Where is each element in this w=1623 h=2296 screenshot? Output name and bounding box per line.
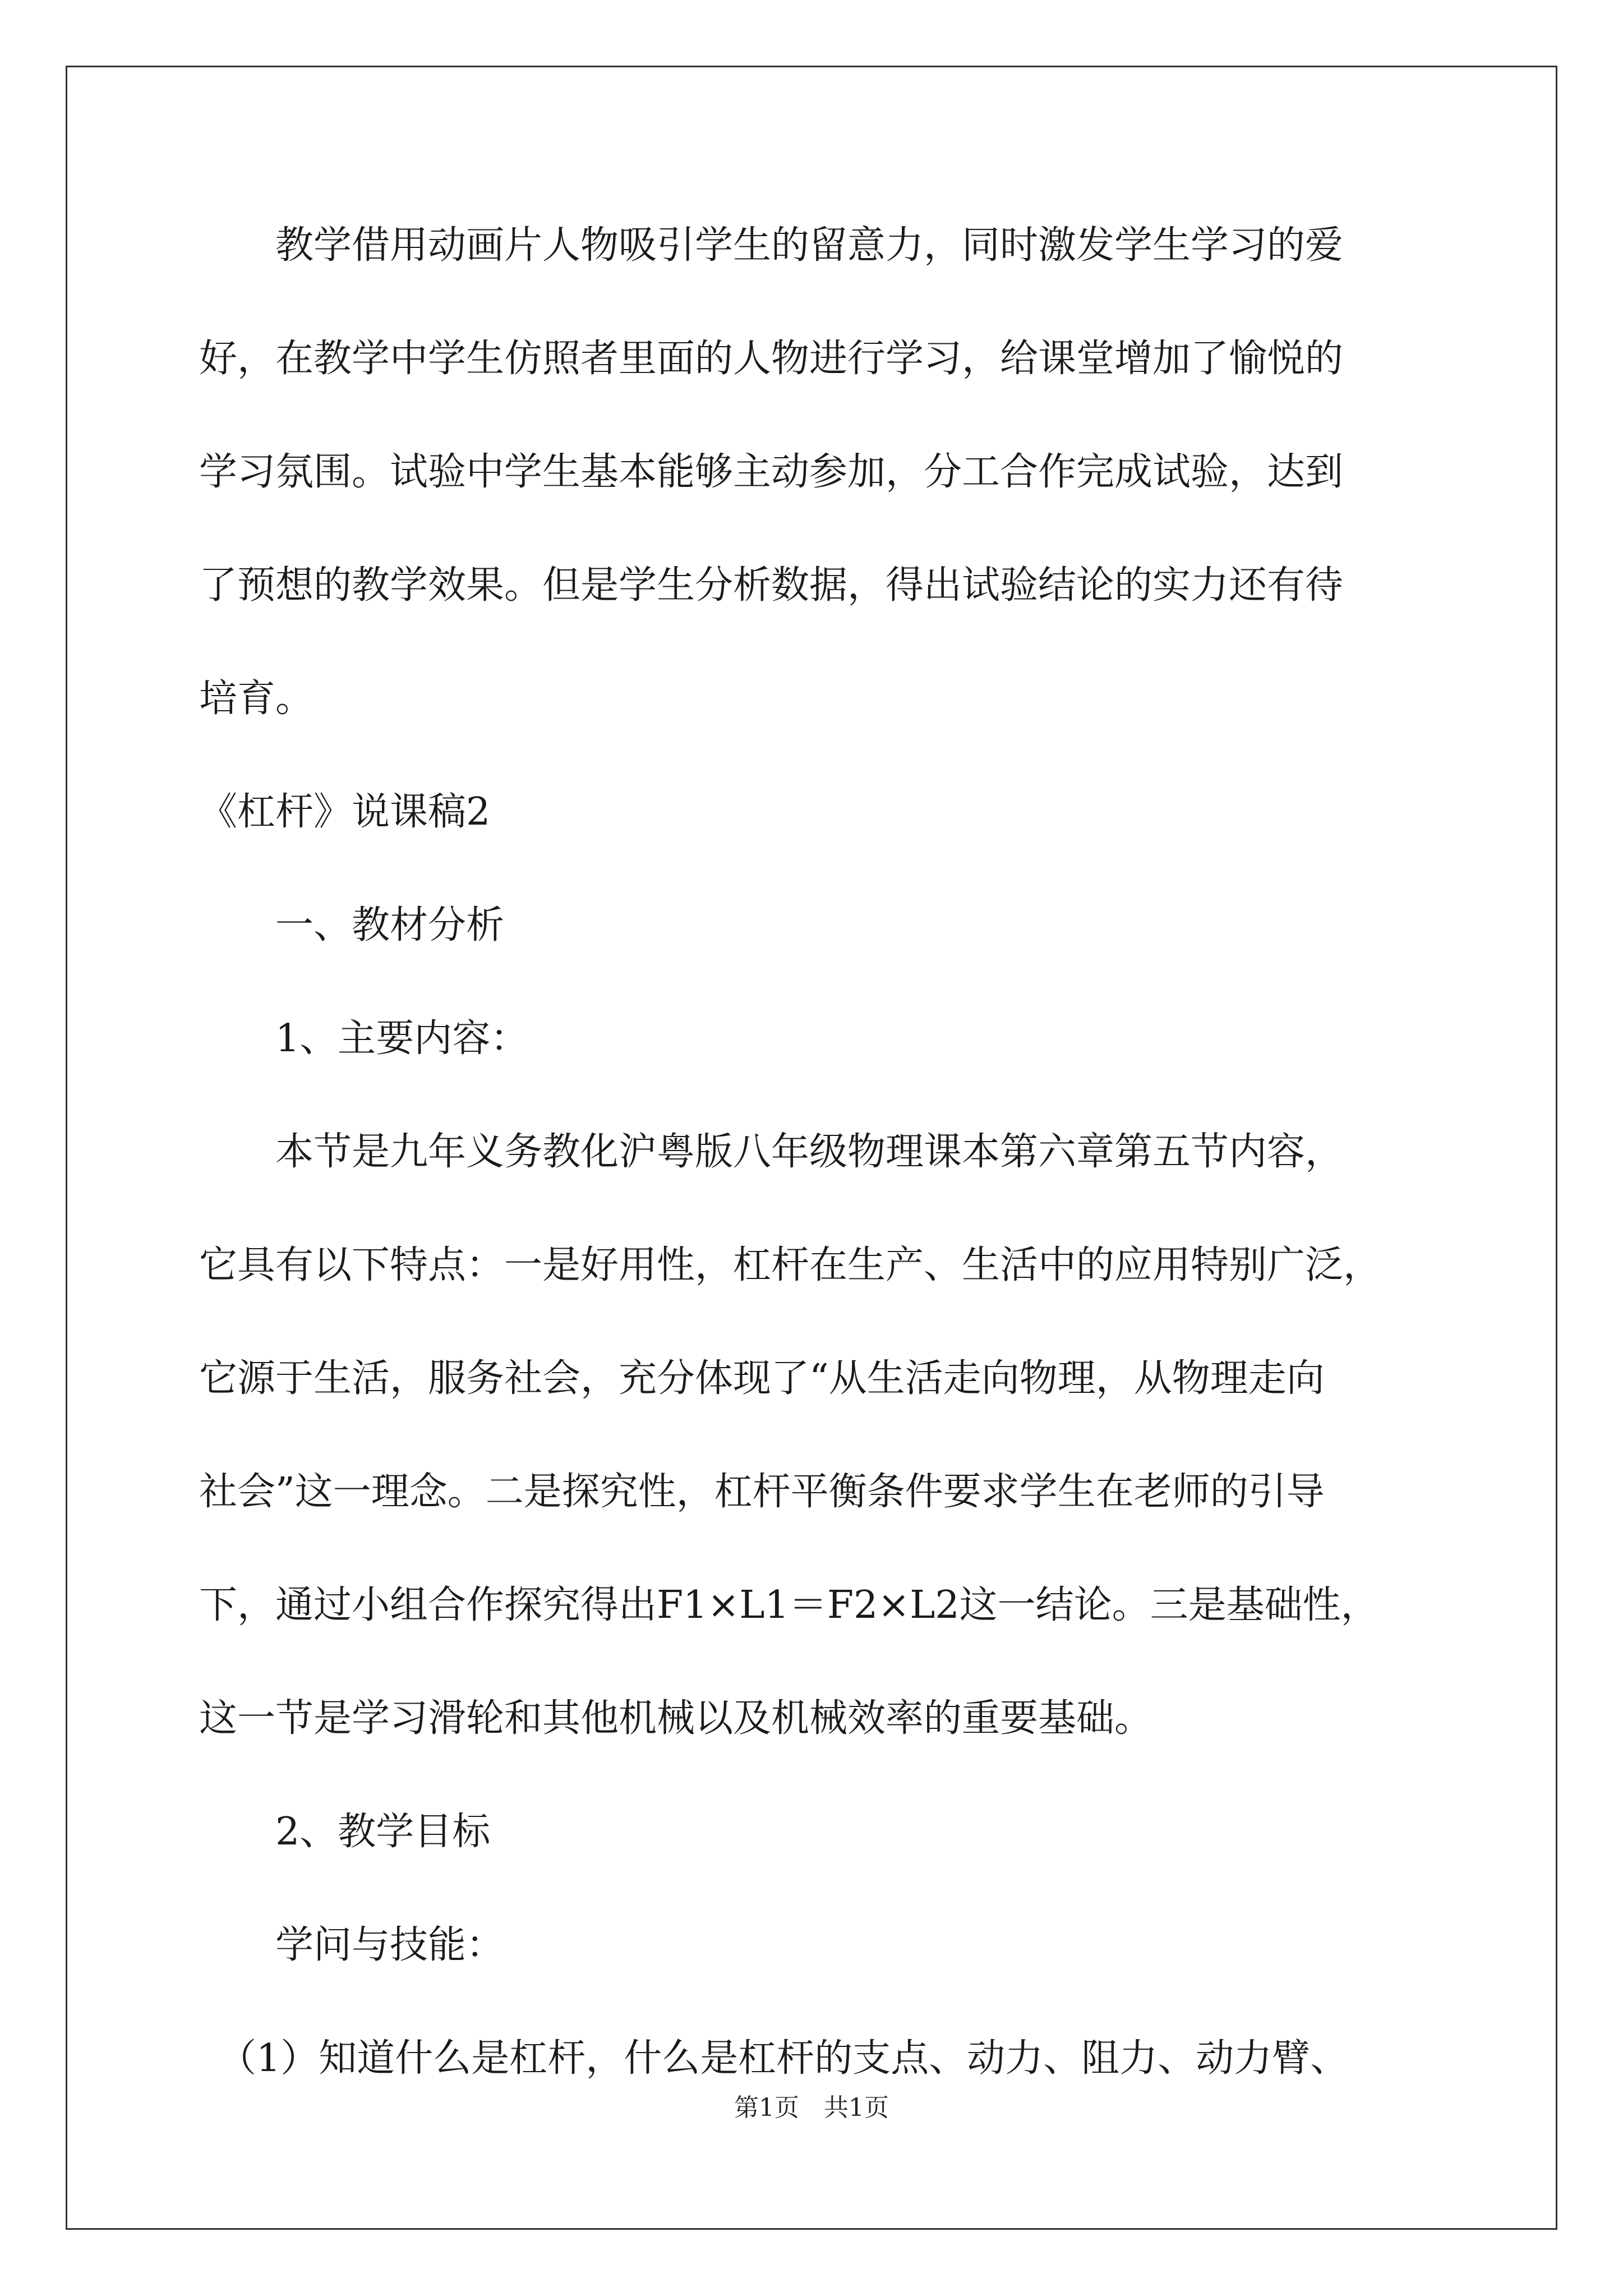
paragraph-line: 培育。	[199, 677, 314, 721]
paragraph-line: （1）知道什么是杠杆，什么是杠杆的支点、动力、阻力、动力臂、	[199, 2036, 1349, 2081]
paragraph-line: 这一节是学习滑轮和其他机械以及机械效率的重要基础。	[199, 1696, 1153, 1741]
heading: 一、教材分析	[199, 903, 505, 947]
paragraph-line: 它具有以下特点：一是好用性，杠杆在生产、生活中的应用特别广泛，	[199, 1243, 1382, 1287]
section-title: 《杠杆》说课稿2	[199, 790, 491, 834]
paragraph-line: 本节是九年义务教化沪粤版八年级物理课本第六章第五节内容，	[199, 1130, 1344, 1174]
paragraph-line: 下，通过小组合作探究得出F1×L1＝F2×L2这一结论。三是基础性，	[199, 1583, 1379, 1627]
paragraph-line: 了预想的教学效果。但是学生分析数据，得出试验结论的实力还有待	[199, 563, 1344, 608]
paragraph-line: 学习氛围。试验中学生基本能够主动参加，分工合作完成试验，达到	[199, 450, 1344, 494]
page-footer: 第1页 共1页	[734, 2093, 889, 2122]
paragraph-line: 教学借用动画片人物吸引学生的留意力，同时激发学生学习的爱	[199, 223, 1344, 268]
subheading: 2、教学目标	[199, 1810, 491, 1854]
subheading: 1、主要内容：	[199, 1016, 529, 1061]
paragraph-line: 社会”这一理念。二是探究性，杠杆平衡条件要求学生在老师的引导	[199, 1470, 1325, 1514]
paragraph-line: 好，在教学中学生仿照者里面的人物进行学习，给课堂增加了愉悦的	[199, 337, 1344, 381]
paragraph-line: 它源于生活，服务社会，充分体现了“从生活走向物理，从物理走向	[199, 1356, 1325, 1401]
subheading: 学问与技能：	[199, 1923, 505, 1967]
